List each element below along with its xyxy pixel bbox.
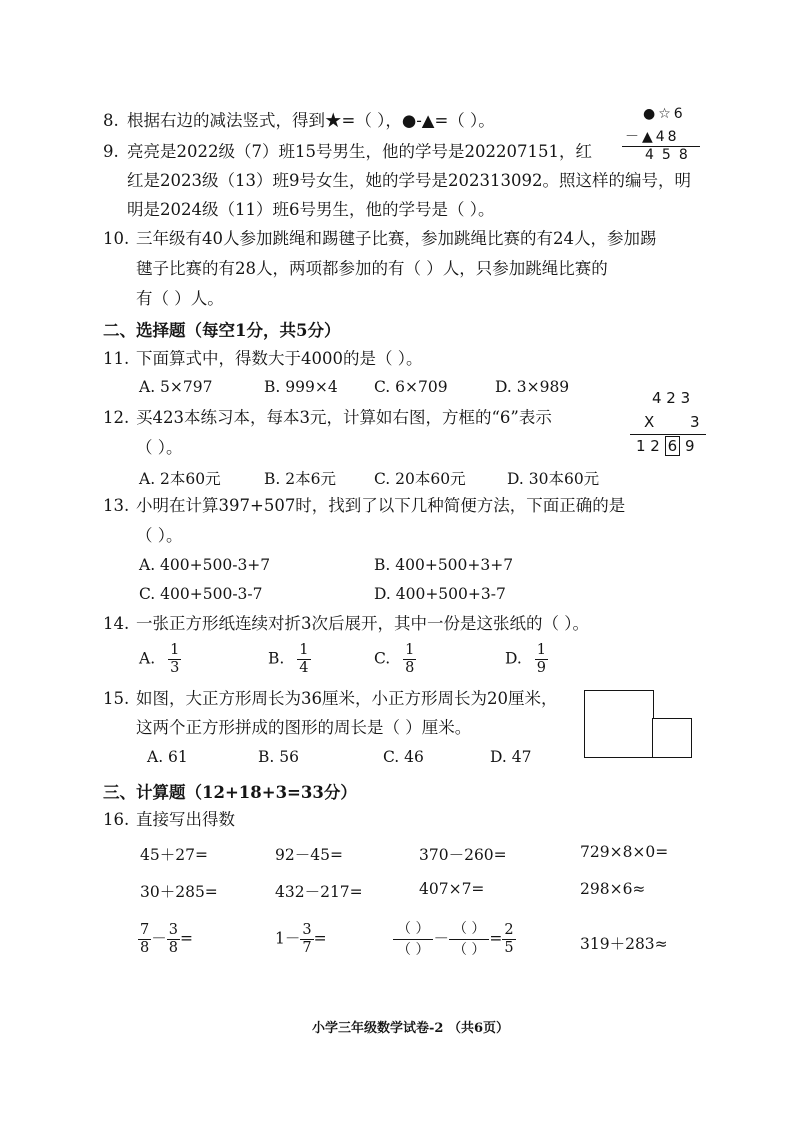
section-3-heading: 三、计算题（12+18+3=33分） [103,783,357,802]
q16-fraction-item3 [393,919,516,960]
q16-row2-item4: 298×6≈ [580,880,646,898]
q16-fraction-item1 [138,922,193,957]
q16-f3-denominator: 5 [504,940,514,956]
q14-option-b-numerator: 1 [299,642,309,658]
q16-row2-item2: 432－217= [275,883,363,901]
q16-f3-blank-denominator2[interactable]: （ ） [452,942,486,958]
q12-option-d: D. 30本60元 [507,470,600,488]
q14-option-d-denominator: 9 [536,660,546,676]
q11-text: 下面算式中，得数大于4000的是（ ）。 [136,349,423,368]
q16-f3-numerator: 2 [504,922,514,938]
q16-f1-denominator1: 8 [140,940,150,956]
q15-line1: 如图，大正方形周长为36厘米，小正方形周长为20厘米， [136,689,558,708]
q14-option-a [139,642,181,677]
q10-number: 10. [103,229,130,248]
q8-number: 8. [103,111,119,130]
q13-option-b: B. 400+500+3+7 [374,556,514,574]
q14-option-b-label: B. [268,649,285,668]
q16-fraction-item2 [275,922,327,957]
q8-vertical-row1: ●☆6 [643,106,686,122]
q11-number: 11. [103,349,130,368]
q16-row3-item4: 319＋283≈ [580,935,668,953]
q14-option-a-denominator: 3 [170,660,180,676]
q12-option-a: A. 2本60元 [139,470,221,488]
q14-option-a-label: A. [139,649,156,668]
q13-line2: （ ）。 [136,526,183,545]
q15-line2: 这两个正方形拼成的图形的周长是（ ）厘米。 [136,718,472,737]
q16-number: 16. [103,810,130,829]
q10-line3: 有（ ）人。 [136,289,224,308]
q12-line2: （ ）。 [136,438,183,457]
q12-vertical-digit-9: 9 [684,437,695,455]
q16-f1-operator: － [151,929,167,948]
q16-f2-denominator: 7 [302,940,312,956]
q12-line1: 买423本练习本，每本3元，计算如右图，方框的“6”表示 [136,408,552,427]
q14-option-c-label: C. [374,649,391,668]
q16-row1-item1: 45＋27= [140,846,208,864]
q15-option-b: B. 56 [258,748,299,766]
page-footer: 小学三年级数学试卷-2 （共6页） [312,1021,510,1036]
q14-option-b-denominator: 4 [299,660,309,676]
q12-vertical-digits-12: 1 2 [636,437,660,455]
q16-row1-item4: 729×8×0= [580,843,669,861]
q16-f1-denominator2: 8 [168,940,178,956]
q12-vertical-row3 [636,437,695,455]
q16-f3-equals: = [489,929,503,948]
q13-option-a: A. 400+500-3+7 [139,556,271,574]
q16-row2-item3: 407×7= [419,880,485,898]
q16-f3-blank-numerator1[interactable]: （ ） [393,919,433,940]
q16-f3-operator: － [433,929,449,948]
q14-option-c-denominator: 8 [405,660,415,676]
q16-title: 直接写出得数 [136,810,235,829]
q8-vertical-row3: 458 [645,147,696,163]
q8-text: 根据右边的减法竖式，得到★=（ ），●-▲=（ ）。 [127,111,495,130]
q13-option-d: D. 400+500+3-7 [374,585,506,603]
q11-option-c: C. 6×709 [374,378,448,396]
q12-vertical-multiplier: 3 [690,413,700,431]
q14-text: 一张正方形纸连续对折3次后展开，其中一份是这张纸的（ ）。 [136,614,589,633]
q11-option-a: A. 5×797 [139,378,213,396]
q12-vertical-times: X [644,413,655,431]
q10-line2: 毽子比赛的有28人，两项都参加的有（ ）人，只参加跳绳比赛的 [136,259,608,278]
q14-option-c [374,642,416,677]
q14-option-d-numerator: 1 [536,642,546,658]
q15-small-square [652,718,692,758]
q16-row2-item1: 30＋285= [140,883,218,901]
q12-vertical-line [630,434,706,435]
q16-f3-blank-denominator1[interactable]: （ ） [397,942,430,958]
q16-row1-item3: 370－260= [419,846,507,864]
section-2-heading: 二、选择题（每空1分，共5分） [103,321,341,340]
q12-option-b: B. 2本6元 [264,470,336,488]
q16-f3-blank-numerator2[interactable]: （ ） [449,919,489,940]
q14-option-c-numerator: 1 [405,642,415,658]
q15-option-c: C. 46 [383,748,424,766]
q16-f1-numerator2: 3 [168,922,178,938]
q16-f2-numerator: 3 [302,922,312,938]
q15-option-a: A. 61 [147,748,188,766]
q12-number: 12. [103,408,130,427]
q14-option-d [505,642,548,677]
q12-vertical-row1: 4 2 3 [652,389,691,407]
q9-number: 9. [103,142,119,161]
q11-option-b: B. 999×4 [264,378,338,396]
q10-line1: 三年级有40人参加跳绳和踢毽子比赛，参加跳绳比赛的有24人，参加踢 [136,229,657,248]
q15-option-d: D. 47 [490,748,532,766]
q14-number: 14. [103,614,130,633]
q13-option-c: C. 400+500-3-7 [139,585,263,603]
q15-number: 15. [103,689,130,708]
q14-option-a-numerator: 1 [170,642,180,658]
q8-vertical-row2: －▲48 [625,129,680,145]
q16-f2-equals: = [313,929,327,948]
q12-boxed-digit: 6 [665,436,681,456]
q9-line1: 亮亮是2022级（7）班15号男生，他的学号是202207151，红 [127,142,592,161]
q16-f1-equals: = [179,929,193,948]
q15-large-square [584,690,654,758]
q13-number: 13. [103,496,130,515]
q14-option-b [268,642,311,677]
q9-line2: 红是2023级（13）班9号女生，她的学号是202313092。照这样的编号，明 [127,171,691,190]
q16-f1-numerator1: 7 [140,922,150,938]
q16-row1-item2: 92－45= [275,846,343,864]
q16-f2-prefix: 1－ [275,929,301,948]
q13-line1: 小明在计算397+507时，找到了以下几种简便方法，下面正确的是 [136,496,626,515]
q12-option-c: C. 20本60元 [374,470,466,488]
q9-line3: 明是2024级（11）班6号男生，他的学号是（ ）。 [127,200,495,219]
q11-option-d: D. 3×989 [495,378,570,396]
q14-option-d-label: D. [505,649,522,668]
